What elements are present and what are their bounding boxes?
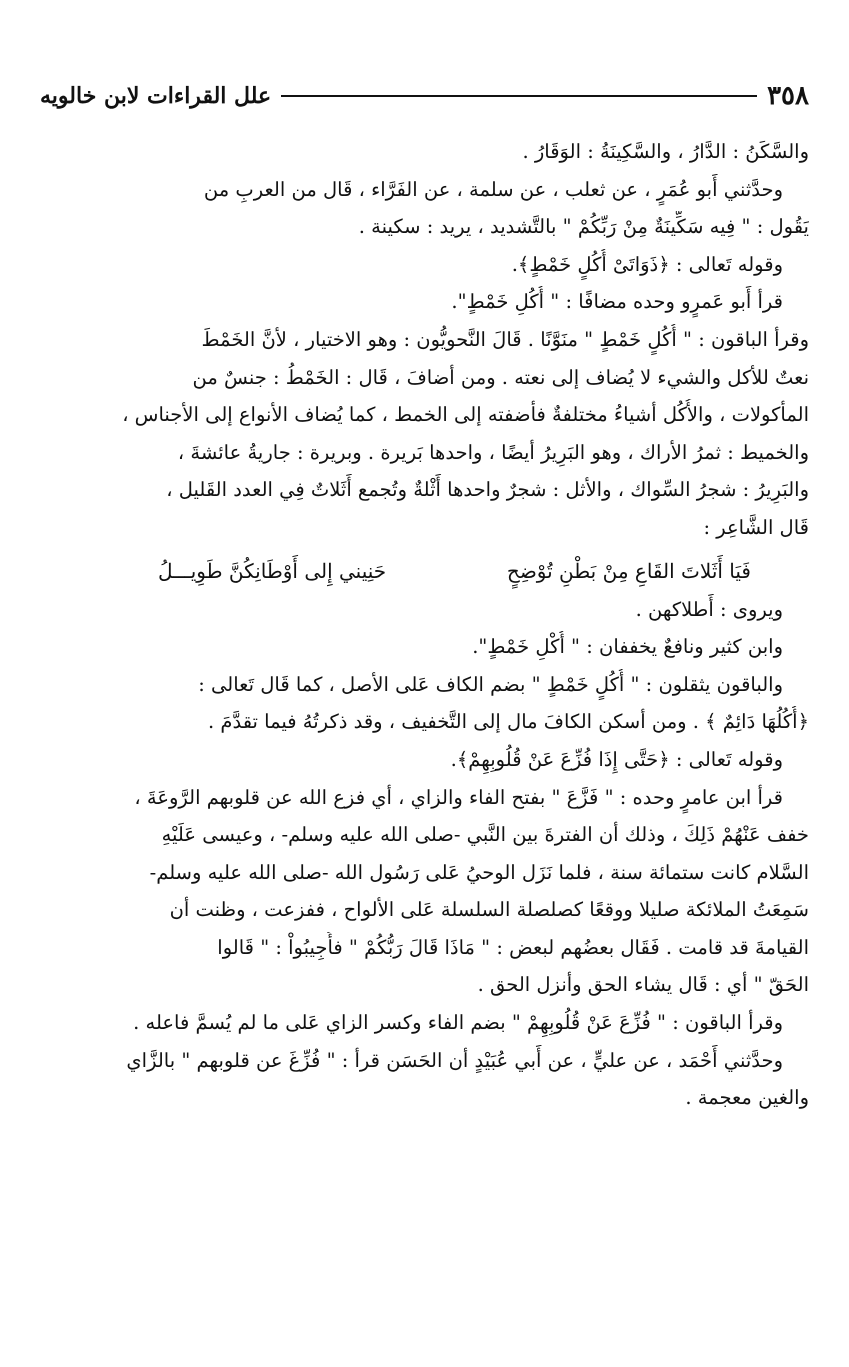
text-line: خفف عَنْهُمْ ذَلِكَ ، وذلك أن الفترةَ بين النَّبي -صلى الله عليه وسلم- ، وعيسى عَلَيْهِ [161, 823, 809, 847]
text-line: ﴿أُكُلُهَا دَائِمٌ ﴾ . ومن أسكن الكافَ مال إلى التَّخفيف ، وقد ذكرتُهُ فيما تقدَّمَ . [207, 710, 809, 734]
text-line: والغين معجمة . [685, 1086, 809, 1110]
book-title: علل القراءات لابن خالويه [40, 83, 272, 109]
text-line: قرأ ابن عامرٍ وحده : " فَزَّعَ " بفتح الفاء والزاي ، أي فزع الله عن قلوبهم الرَّوعَةَ ، [134, 785, 783, 809]
text-line: قَال الشَّاعِر : [703, 515, 809, 539]
text-line: القيامةَ قد قامت . فَقَال بعضُهم لبعض : " مَاذَا قَالَ رَبُّكُمْ " فأُجِيبُواْ : " قَالوا [217, 935, 809, 959]
page-header [40, 74, 809, 118]
text-line: نعتٌ للأكل والشيء لا يُضاف إلى نعته . ومن أضافَ ، قَال : الخَمْطُ : جنسٌ من [192, 365, 809, 389]
text-line: السَّلام كانت ستمائة سنة ، فلما نَزَل الوحيُ عَلى رَسُول الله -صلى الله عليه وسلم- [149, 860, 809, 884]
header-rule [281, 95, 757, 97]
text-line: ويروى : أَطلاكهن . [635, 597, 783, 621]
text-line: الحَقّ " أي : قَال يشاء الحق وأنزل الحق . [477, 973, 809, 997]
text-line: وقرأ الباقون : " أُكُلٍ خَمْطٍ " منَوَّنًا . قَالَ النَّحويُّون : وهو الاختيار ، لأنَّ الخَمْطَ [201, 327, 809, 351]
text-line: وابن كثير ونافعٌ يخففان : " أُكْلِ خَمْطٍ". [472, 635, 783, 659]
verse-first-half: فَيَا أَثَلاتَ القَاعِ مِنْ بَطْنِ تُوْضِحٍ [506, 559, 751, 584]
text-line: المأكولات ، والأُكُل أشياءُ مختلفةٌ فأضفته إلى الخمط ، كما يُضاف الأنواع إلى الأجناس ، [122, 403, 809, 427]
text-line: يَقُول : " فِيه سَكِّينَةٌ مِنْ رَبِّكُمْ " بالتَّشديد ، يريد : سكينة . [358, 215, 809, 239]
poetry-verse [40, 550, 809, 594]
page-number: ٣٥٨ [767, 81, 809, 111]
verse-second-half: حَنِيني إِلى أَوْطَانِكُنَّ طَوِيـــلُ [158, 559, 387, 584]
text-line: والخميط : ثمرُ الأراك ، وهو البَرِيرُ أيضًا ، واحدها بَريرة . وبريرة : جاريةُ عائشةَ ، [177, 440, 809, 464]
text-line: وحدَّثني أَبو عُمَرٍ ، عن ثعلب ، عن سلمة ، عن الفَرَّاء ، قَال من العربِ من [203, 177, 783, 201]
text-line: قرأ أَبو عَمرٍو وحده مضافًا : " أُكُلِ خَمْطٍ". [451, 290, 783, 314]
text-line: وقوله تَعالى : ﴿ذَوَاتَىْ أُكُلٍ خَمْطٍ﴾. [511, 252, 783, 276]
text-line: وقوله تَعالى : ﴿حَتَّى إِذَا فُزِّعَ عَنْ قُلُوبِهِمْ﴾. [450, 747, 783, 771]
text-line: سَمِعَتُ الملائكة صليلا ووقعًا كصلصلة السلسلة عَلى الألواح ، ففزعت ، وظنت أن [169, 898, 809, 922]
text-line: والسَّكَنُ : الدَّارُ ، والسَّكِينَةُ : الوَقَارُ . [522, 140, 809, 163]
text-line: وقرأ الباقون : " فُزِّعَ عَنْ قُلُوبِهِمْ " بضم الفاء وكسر الزاي عَلى ما لم يُسمَّ فاعله . [133, 1011, 783, 1035]
text-line: والبَرِيرُ : شجرُ السِّواك ، والأثل : شجرٌ واحدها أَثْلةٌ وتُجمع أَثَلاتٌ فِي العدد القَليل ، [166, 478, 809, 502]
text-line: وحدَّثني أَحْمَد ، عن عليٍّ ، عن أَبي عُبَيْدٍ أن الحَسَن قرأ : " فُزِّغَ عن قلوبهم " بالزَّاي [126, 1048, 783, 1072]
text-line: والباقون يثقلون : " أُكُلٍ خَمْطٍ " بضم الكاف عَلى الأصل ، كما قَال تَعالى : [198, 672, 783, 696]
body-text [40, 136, 809, 1120]
